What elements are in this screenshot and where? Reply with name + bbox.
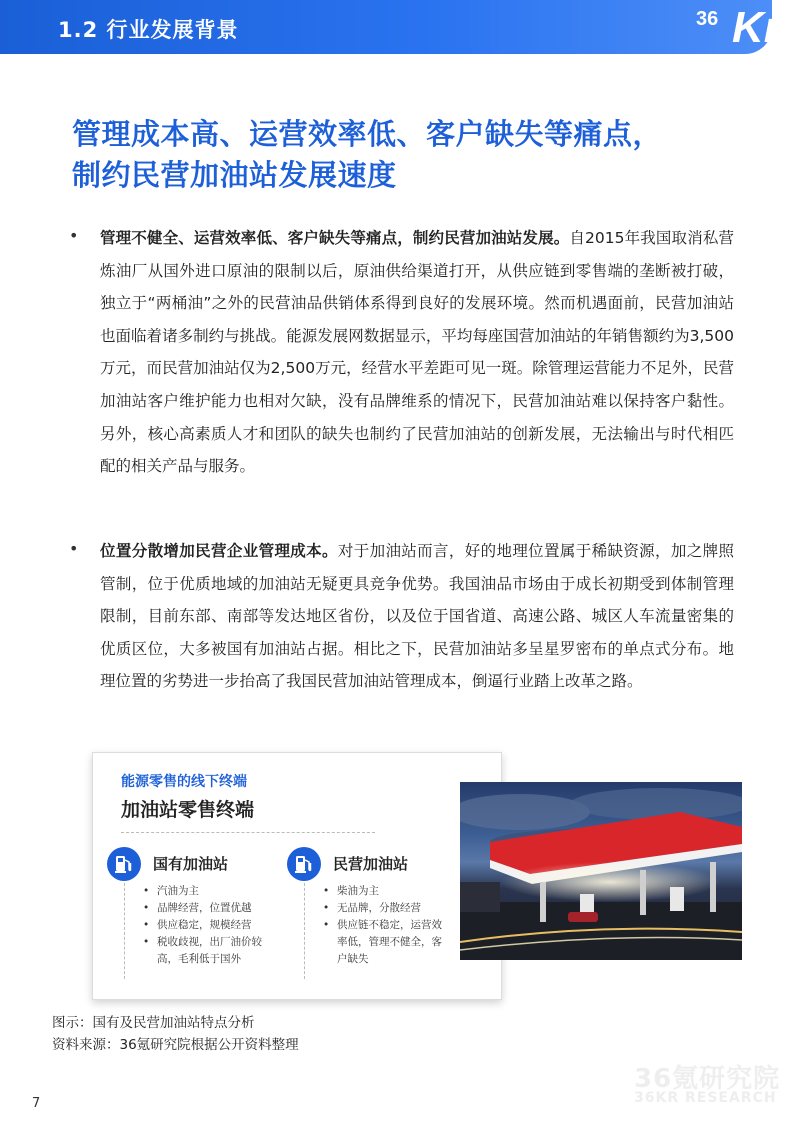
gas-station-photo bbox=[460, 782, 742, 960]
column-title: 国有加油站 bbox=[153, 855, 229, 873]
logo-text-36: 36 bbox=[696, 8, 719, 30]
bullet-dot: • bbox=[69, 226, 79, 245]
watermark-cn: 36氪研究院 bbox=[634, 1064, 781, 1094]
bullet-paragraph-1 bbox=[100, 222, 734, 483]
section-title: 1.2 行业发展背景 bbox=[58, 18, 239, 42]
list-item: • 供应链不稳定，运营效率低，管理不健全，客户缺失 bbox=[315, 917, 449, 968]
list-item: • 柴油为主 bbox=[315, 883, 463, 900]
source-caption: 资料来源：36氪研究院根据公开资料整理 bbox=[52, 1037, 299, 1053]
list-item: • 税收歧视，出厂油价较高，毛利低于国外 bbox=[135, 934, 269, 968]
header-bar bbox=[0, 0, 781, 54]
bullet-2-text: 对于加油站而言，好的地理位置属于稀缺资源，加之牌照管制，位于优质地域的加油站无疑更具竞争优势。我国油品市场由于成长初期受到体制管理限制，目前东部、南部等发达地区省份，以及位于国省道、高速公路、城区人车流量密集的优质区位，大多被国有加油站占据。相比之下，民营加油站多呈星罗密布的单点式分布。地理位置的劣势进一步抬高了我国民营加油站管理成本，倒逼行业踏上改革之路。 bbox=[100, 542, 734, 691]
divider bbox=[121, 832, 375, 833]
title-line-1: 管理成本高、运营效率低、客户缺失等痛点， bbox=[72, 117, 663, 151]
36kr-logo bbox=[692, 4, 792, 54]
fuel-pump-icon bbox=[287, 847, 321, 881]
title-line-2: 制约民营加油站发展速度 bbox=[72, 158, 397, 192]
column-list bbox=[135, 883, 283, 968]
list-item: • 品牌经营，位置优越 bbox=[135, 900, 283, 917]
fuel-pump-icon bbox=[107, 847, 141, 881]
column-rule bbox=[304, 883, 305, 979]
bullet-1-text: 自2015年我国取消私营炼油厂从国外进口原油的限制以后，原油供给渠道打开，从供应链到零售端的垄断被打破，独立于“两桶油”之外的民营油品供销体系得到良好的发展环境。然而机遇面前，民营加油站也面临着诸多制约与挑战。能源发展网数据显示，平均每座国营加油站的年销售额约为3,500万元，而民营加油站仅为2,500万元，经营水平差距可见一斑。除管理运营能力不足外，民营加油站客户维护能力也相对欠缺，没有品牌维系的情况下，民营加油站难以保持客户黏性。另外，核心高素质人才和团队的缺失也制约了民营加油站的创新发展，无法输出与时代相匹配的相关产品与服务。 bbox=[100, 229, 734, 476]
page-number: 7 bbox=[32, 1096, 41, 1111]
bullet-dot: • bbox=[69, 539, 79, 558]
page-title bbox=[72, 114, 752, 196]
column-title: 民营加油站 bbox=[333, 855, 409, 873]
logo-text-kr: Kr bbox=[732, 3, 781, 52]
figure-heading: 加油站零售终端 bbox=[121, 799, 255, 821]
watermark-en: 36KR RESEARCH bbox=[634, 1090, 777, 1106]
bullet-2-bold: 位置分散增加民营企业管理成本。 bbox=[100, 542, 338, 560]
column-rule bbox=[124, 883, 125, 979]
list-item: • 汽油为主 bbox=[135, 883, 283, 900]
figure-subtitle: 能源零售的线下终端 bbox=[121, 774, 247, 790]
column-list bbox=[315, 883, 463, 968]
figure-card bbox=[92, 752, 502, 1000]
figure-caption: 图示：国有及民营加油站特点分析 bbox=[52, 1015, 255, 1031]
bullet-1-bold: 管理不健全、运营效率低、客户缺失等痛点，制约民营加油站发展。 bbox=[100, 229, 570, 247]
list-item: • 供应稳定，规模经营 bbox=[135, 917, 283, 934]
bullet-paragraph-2 bbox=[100, 535, 734, 698]
list-item: • 无品牌，分散经营 bbox=[315, 900, 463, 917]
